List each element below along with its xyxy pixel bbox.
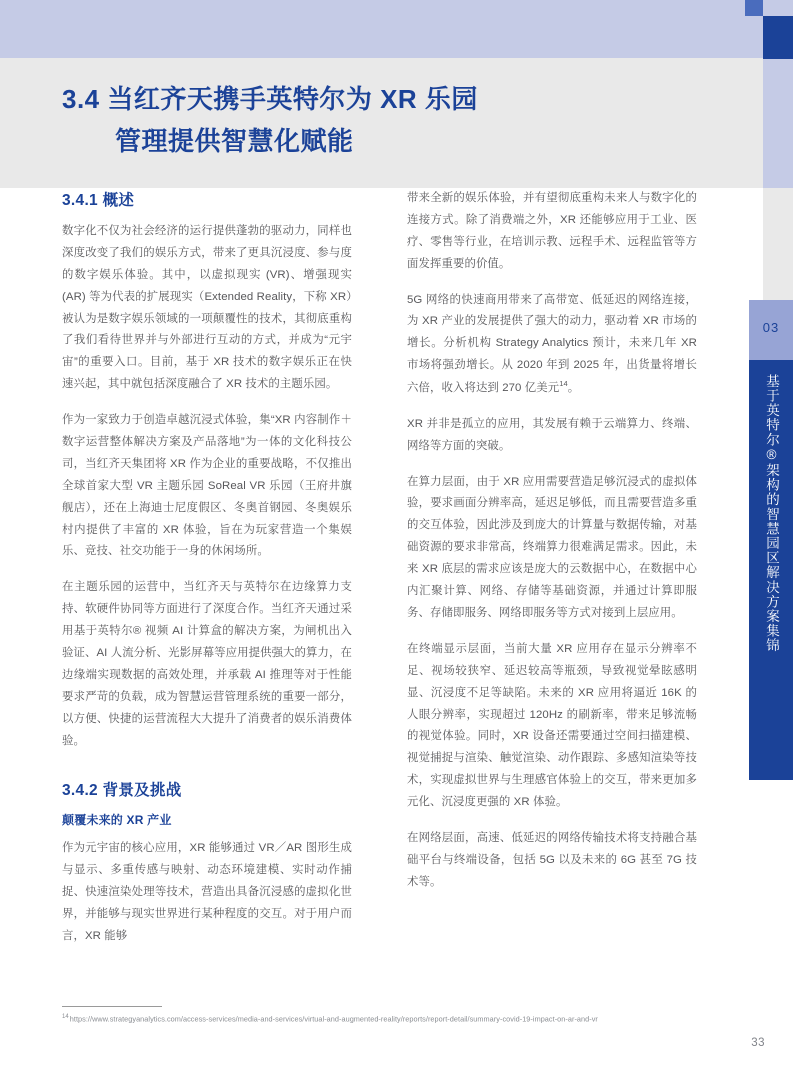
paragraph-text: 5G 网络的快速商用带来了高带宽、低延迟的网络连接，为 XR 产业的发展提供了强大的动力，驱动着 XR 市场的增长。分析机构 Strategy Analytics 预计，未来几年 XR 市场将强劲增长。从 2020 年到 2025 年，出货量将增长六倍，收入将达到 270 亿美元: [407, 293, 697, 394]
paragraph: 在主题乐园的运营中，当红齐天与英特尔在边缘算力支持、软硬件协同等方面进行了深度合作。当红齐天通过采用基于英特尔® 视频 AI 计算盒的解决方案，为闸机出入验证、AI 人流分析、光影屏幕等应用提供强大的算力，在边缘端实现数据的高效处理，并承载 AI 推理等对于性能要求严苛的负载，成为智慧运营管理系统的重要一部分，以方便、快捷的运营流程大大提升了消费者的娱乐消费体验。: [62, 581, 353, 747]
chapter-side-tab-label: 基于英特尔®架构的智慧园区解决方案集锦: [764, 374, 779, 653]
paragraph: 作为元宇宙的核心应用，XR 能够通过 VR／AR 图形生成与显示、多重传感与映射、动态环境建模、实时动作捕捉、快速渲染处理等技术，营造出具备沉浸感的虚拟化世界，并能够与现实世界进行某种程度的交互。对于用户而言，XR 能够: [62, 842, 352, 943]
paragraph: 在网络层面，高速、低延迟的网络传输技术将支持融合基础平台与终端设备，包括 5G 以及未来的 6G 甚至 7G 技术等。: [407, 831, 697, 888]
page-number: 33: [751, 1037, 765, 1049]
paragraph: 在终端显示层面，当前大量 XR 应用存在显示分辨率不足、视场较狭窄、延迟较高等瓶颈，导致视觉晕眩感明显、沉浸度不足等缺陷。未来的 XR 应用将逼近 16K 的人眼分辨率，实现超过 120Hz 的刷新率，带来足够流畅的视觉体验。同时，XR 设备还需要通过空间扫描建模、视觉捕捉与渲染、触觉渲染、动作跟踪、多感知渲染等技术，实现虚拟世界与生理感官体验上的交互，带来更加多元化、沉浸度更强的 XR 体验。: [407, 642, 697, 809]
rail-gray-block: [763, 188, 793, 300]
paragraph: 数字化不仅为社会经济的运行提供蓬勃的驱动力，同样也深度改变了我们的娱乐方式，带来了更具沉浸度、参与度的数字娱乐体验。其中，以虚拟现实 (VR)、增强现实 (AR) 等为代表的扩展现实（Extended Reality，下称 XR）被认为是数字娱乐领域的一项颠覆性的技术，其彻底重构了我们看待世界并与外部进行互动的方式，并成为“元宇宙”的重要入口。目前，基于 XR 技术的数字娱乐正在快速兴起，其中就包括深度融合了 XR 技术的主题乐园。: [62, 225, 352, 391]
top-band-right-filler: [763, 0, 793, 16]
section-heading-3-4-1: 3.4.1 概述: [62, 192, 135, 209]
footnote: [62, 1013, 722, 1025]
article-body: [0, 188, 740, 988]
paragraph: XR 并非是孤立的应用，其发展有赖于云端算力、终端、网络等方面的突破。: [407, 417, 697, 452]
chapter-side-tab: [749, 360, 793, 780]
footnote-url[interactable]: https://www.strategyanalytics.com/access-services/media-and-services/virtual-and-augmented-reality/reports/report-detail/summary-covid-19-impact-on-ar-and-vr: [69, 1014, 598, 1024]
paragraph: 在算力层面，由于 XR 应用需要营造足够沉浸式的虚拟体验，要求画面分辨率高，延迟足够低，而且需要营造多重的交互体验，因此涉及到庞大的计算量与数据传输，对基础资源的要求非常高，终端算力很难满足需求。因此，未来 XR 底层的需求应该是庞大的云数据中心，在数据中心内汇聚计算、网络、存储等基础资源，并通过计算即服务、存储即服务、网络即服务等方式对接到上层应用。: [407, 475, 697, 619]
page-title: [62, 78, 682, 162]
chapter-title-line-2: 管理提供智慧化赋能: [115, 126, 354, 157]
paragraph-with-footnote: [407, 290, 697, 400]
left-column: [62, 188, 352, 948]
footnote-marker: 14: [62, 1014, 69, 1020]
chapter-title-line-1: 3.4 当红齐天携手英特尔为 XR 乐园: [62, 84, 478, 114]
rail-lavender-block: [763, 59, 793, 188]
paragraph-tail: 。: [567, 381, 580, 394]
chapter-number-badge: [749, 300, 793, 360]
top-decorative-band: [0, 0, 793, 58]
top-band-accent-square: [745, 0, 763, 16]
paragraph: 带来全新的娱乐体验，并有望彻底重构未来人与数字化的连接方式。除了消费端之外，XR 还能够应用于工业、医疗、零售等行业，在培训示教、远程手术、远程监管等方面发挥重要的价值。: [407, 192, 697, 270]
footnote-reference[interactable]: 14: [559, 379, 568, 389]
subsection-heading: 颠覆未来的 XR 产业: [62, 813, 172, 828]
right-column: [407, 188, 697, 894]
paragraph: 作为一家致力于创造卓越沉浸式体验，集“XR 内容制作＋数字运营整体解决方案及产品落地”为一体的文化科技公司，当红齐天集团将 XR 作为企业的重要战略，不仅推出全球首家大型 VR 主题乐园 SoReal VR 乐园（王府井旗舰店），还在上海迪士尼度假区、冬奥首钢园、冬奥娱乐村内提供了丰富的 XR 体验，旨在为玩家营造一个集娱乐、竞技、社交功能于一身的休闲场所。: [62, 414, 352, 558]
footnote-separator: [62, 1006, 162, 1007]
section-heading-3-4-2: 3.4.2 背景及挑战: [62, 782, 182, 800]
chapter-title-block: [0, 58, 793, 188]
chapter-number-label: 03: [762, 320, 780, 335]
rail-top-blue-block: [763, 16, 793, 59]
